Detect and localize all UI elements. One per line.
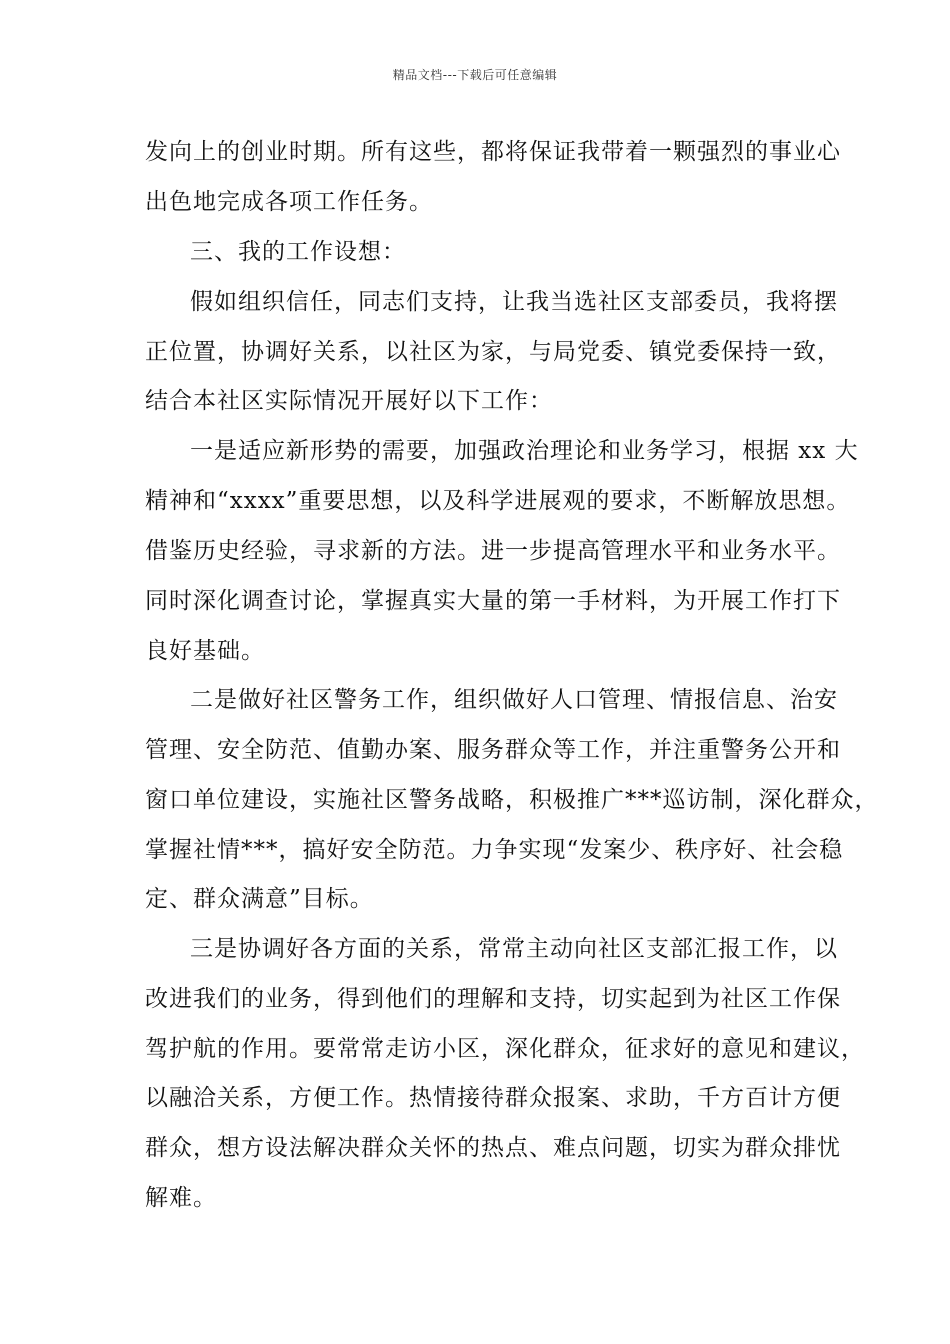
- text-line: 窗口单位建设，实施社区警务战略，积极推广***巡访制，深化群众，: [145, 787, 879, 813]
- text-line: 一是适应新形势的需要，加强政治理论和业务学习，根据 xx 大: [190, 438, 859, 464]
- text-line: 定、群众满意”目标。: [145, 886, 374, 912]
- text-line: 结合本社区实际情况开展好以下工作：: [145, 388, 553, 414]
- text-line: 改进我们的业务，得到他们的理解和支持，切实起到为社区工作保: [145, 986, 841, 1012]
- text-line: 群众，想方设法解决群众关怀的热点、难点问题，切实为群众排忧: [145, 1135, 841, 1161]
- section-heading: 三、我的工作设想：: [190, 239, 406, 265]
- text-line: 良好基础。: [145, 638, 265, 664]
- text-line: 解难。: [145, 1185, 217, 1211]
- text-line: 三是协调好各方面的关系，常常主动向社区支部汇报工作，以: [190, 936, 838, 962]
- text-line: 同时深化调查讨论，掌握真实大量的第一手材料，为开展工作打下: [145, 588, 841, 614]
- page-header: 精品文档---下载后可任意编辑: [392, 68, 558, 82]
- text-line: 管理、安全防范、值勤办案、服务群众等工作，并注重警务公开和: [145, 737, 841, 763]
- text-line: 驾护航的作用。要常常走访小区，深化群众，征求好的意见和建议，: [145, 1036, 865, 1062]
- text-line: 掌握社情***，搞好安全防范。力争实现“发案少、秩序好、社会稳: [145, 837, 844, 863]
- text-line: 发向上的创业时期。所有这些，都将保证我带着一颗强烈的事业心: [145, 139, 841, 165]
- text-line: 二是做好社区警务工作，组织做好人口管理、情报信息、治安: [190, 687, 838, 713]
- text-line: 以融洽关系，方便工作。热情接待群众报案、求助，千方百计方便: [145, 1085, 841, 1111]
- text-line: 假如组织信任，同志们支持，让我当选社区支部委员，我将摆: [190, 289, 838, 315]
- text-line: 借鉴历史经验，寻求新的方法。进一步提高管理水平和业务水平。: [145, 538, 841, 564]
- text-line: 出色地完成各项工作任务。: [145, 189, 433, 215]
- text-line: 精神和“xxxx”重要思想，以及科学进展观的要求，不断解放思想。: [145, 488, 851, 514]
- text-line: 正位置，协调好关系，以社区为家，与局党委、镇党委保持一致，: [145, 339, 841, 365]
